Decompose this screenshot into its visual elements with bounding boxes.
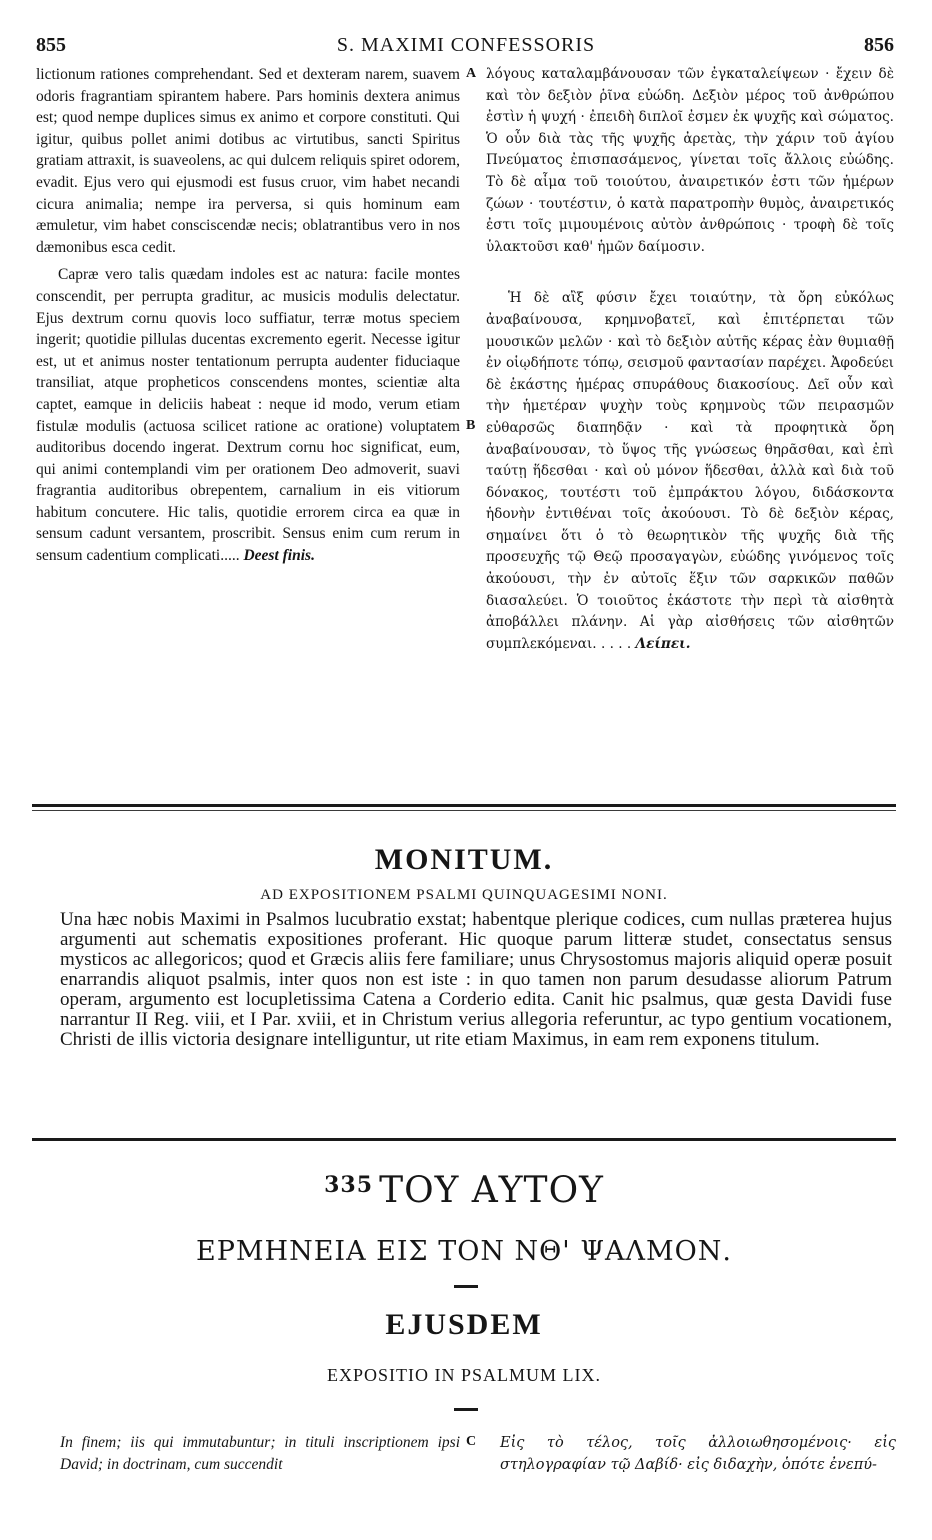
greek-title: ΤΟΥ ΑΥΤΟΥ xyxy=(379,1170,604,1211)
running-title: S. MAXIMI CONFESSORIS xyxy=(336,34,596,56)
deest-finis: Deest finis. xyxy=(243,547,315,565)
latin-paragraph-1: lictionum rationes comprehendant. Sed et dexteram narem, suavem odoris fragrantiam spirantem habere. Pars hominis dextera animus est; quod nempe duplices simus ex animo et corpore constituti. Qui igitur, quibus pollet animi dotibus ac virtutibus, sancti Spiritus gratiam attraxit, is suaveolens, ac qui dulcem reliquis spiret odorem, evadit. Ejus vero qui ejusmodi est fusus cruor, vim habet necandi cicura animalia; nempe ira perversa, si quis hominum eam æmuletur, vim habet consciscendæ necis; oblatrantibus vero in nos dæmonibus esca cedit. xyxy=(36,66,460,256)
bottom-latin-text: In finem; iis qui immutabuntur; in tituli inscriptionem ipsi David; in doctrinam, cum succendit xyxy=(60,1434,460,1473)
column-marker-c: C xyxy=(466,1434,477,1449)
page-number-right: 856 xyxy=(864,34,894,56)
column-marker-b: B xyxy=(466,418,476,433)
greek-paragraph-2 xyxy=(486,288,894,655)
greek-heading xyxy=(32,1170,896,1211)
section-number: 335 xyxy=(324,1172,374,1198)
section-rule-middle xyxy=(32,1138,896,1141)
latin-column xyxy=(36,64,460,567)
short-dash-1 xyxy=(454,1285,478,1288)
page-number-left: 855 xyxy=(36,34,66,56)
short-dash-2 xyxy=(454,1408,478,1411)
latin-subtitle: EXPOSITIO IN PSALMUM LIX. xyxy=(326,1365,601,1385)
latin-paragraph-2 xyxy=(36,264,460,566)
greek-paragraph-1: λόγους καταλαμβάνουσαν τῶν ἐγκαταλείψεων · ἔχειν δὲ καὶ τὸν δεξιὸν ῥῖνα εὐώδη. Δεξιὸν μέρος τοῦ ἀνθρώπου ἐστὶν ἡ ψυχή · ἐπειδὴ διπλοῖ ἐσμεν ἐκ ψυχῆς καὶ σώματος. Ὁ οὖν διὰ τὰς τῆς ψυχῆς ἀρετὰς, τὴν χάριν τοῦ ἁγίου Πνεύματος ἐπισπασάμενος, γίνεται τοῖς ἄλλοις εὐώδης. Τὸ δὲ αἷμα τοῦ τοιούτου, ἀναιρετικόν ἐστι τῶν ἡμέρων ζώων · τουτέστιν, ὁ κατὰ παρατροπὴν θυμὸς, ἀναιρετικός ἐστι τοῖς μιμουμένοις αὐτὸν ἀνθρώποις · τροφὴ δὲ τοῖς ὑλακτοῦσι καθ' ἡμῶν δαίμοσιν. xyxy=(486,66,894,255)
section-rule-top-thin xyxy=(32,810,896,811)
monitum-subtitle: AD EXPOSITIONEM PSALMI QUINQUAGESIMI NONI. xyxy=(260,887,668,903)
greek-column xyxy=(486,64,894,655)
greek-paragraph-2-text: Ἡ δὲ αἲξ φύσιν ἔχει τοιαύτην, τὰ ὄρη εὐκόλως ἀναβαίνουσα, κρημνοβατεῖ, καὶ ἐπιτέρπεται τῶν μουσικῶν μελῶν · καὶ τὸ δεξιὸν αὐτῆς κέρας ἐὰν θυμιαθῇ ἐν οἱῳδήποτε τόπῳ, σεισμοῦ φαντασίαν παρέχει. Ἀφοδεύει δὲ ἑκάστης ἡμέρας σπυράθους διακοσίους. Δεῖ οὖν καὶ τὴν ἡμετέραν ψυχὴν τοὺς κρημνοὺς τῶν πειρασμῶν εὐθαρσῶς διαπηδᾷν · καὶ τὰ προφητικὰ ὄρη ἀναβαίνουσαν, τὸ ὕψος τῆς γνώσεως θηρᾶσθαι, καὶ ἐπὶ ταύτῃ ἥδεσθαι · καὶ οὐ μόνον ἥδεσθαι, ἀλλὰ καὶ διὰ τοῦ δόνακος, τουτέστι τοῦ ἐμπράκτου λόγου, διδάσκοντα ἡδονὴν ἐντιθέναι τοῖς ἀκούουσι. Τὸ δὲ δεξιὸν κέρας, σημαίνει ὅτι ὁ τὸ θεωρητικὸν τῆς ψυχῆς διὰ τῆς προσευχῆς τῷ Θεῷ προσαγαγὼν, εὐώδης γινόμενος τοῖς ἀκούουσι, τὴν ἐν αὐτοῖς ἕξιν τῶν σαρκικῶν παθῶν διασαλεύει. Ὁ τοιοῦτος ἑκάστοτε τὴν περὶ τὰ αἰσθητὰ ἀποβάλλει πλάνην. Αἱ γὰρ αἰσθήσεις τῶν αἰσθητῶν συμπλεκόμεναι. . . . . xyxy=(486,290,894,652)
monitum-text: Una hæc nobis Maximi in Psalmos lucubratio exstat; habentque plerique codices, cum nullas præterea hujus argumenti aut schematis expositiones proferant. Hic quoque parum litteræ studet, consectatus sensus mysticos ac allegoricos; quod et Græcis aliis fere familiare; unus Chrysostomus majoris aliquid operæ posuit enarrandis aliquot psalmis, inter quos non est iste : in quo tamen non parum desudasse aliorum Patrum operam, argumento est locupletissima Catena a Corderio edita. Canit hic psalmus, quæ gesta Davidi fuse narrantur II Reg. viii, et I Par. xviii, et in Christum verius allegoria referuntur, ac typo gentium vocationem, Christi de illis victoria designare intelliguntur, ut rite etiam Maximus, in eam rem exponens titulum. xyxy=(60,909,892,1050)
monitum-title: MONITUM. xyxy=(374,843,554,876)
section-rule-top xyxy=(32,804,896,807)
latin-paragraph-2-text: Capræ vero talis quædam indoles est ac natura: facile montes conscendit, per perrupta graditur, ac musicis modulis delectatur. Ejus dextrum cornu quovis loco suffiatur, terræ motus speciem ingerit; quotidie pillulas ducentas excremento egerit. Necesse igitur est, ut et animus noster tentationum perrupta audenter fiduciaque transiliat, atque propheticos conscendens montes, scientiæ alta captet, eamque in deliciis habeat : neque id modo, verum etiam fistulæ modulis (actuosa scilicet ratione ac oratione) voluptatem auditoribus docendo ingerat. Dextrum cornu hoc significat, eum, qui animi contemplandi vim per orationem Deo admoverit, suavi fragrantia auditoribus obrepentem, carnalium in eis vitiorum habitum concutere. Hic talis, quotidie errorem circa ea quæ in sensum cadunt versantem, proscribit. Sensus enim cum rerum in sensum cadentium complicati..... xyxy=(36,266,460,565)
latin-title: EJUSDEM xyxy=(385,1308,543,1341)
bottom-greek-text: Εἰς τὸ τέλος, τοῖς ἀλλοιωθησομένοις· εἰς στηλογραφίαν τῷ Δαβίδ· εἰς διδαχὴν, ὁπότε ἐνεπύ- xyxy=(500,1435,896,1473)
leipei: Λείπει. xyxy=(635,635,691,652)
running-head xyxy=(36,34,896,60)
column-marker-a: A xyxy=(466,66,477,81)
greek-subtitle: ΕΡΜΗΝΕΙΑ ΕΙΣ ΤΟΝ ΝΘ' ΨΑΛΜΟΝ. xyxy=(196,1236,732,1267)
